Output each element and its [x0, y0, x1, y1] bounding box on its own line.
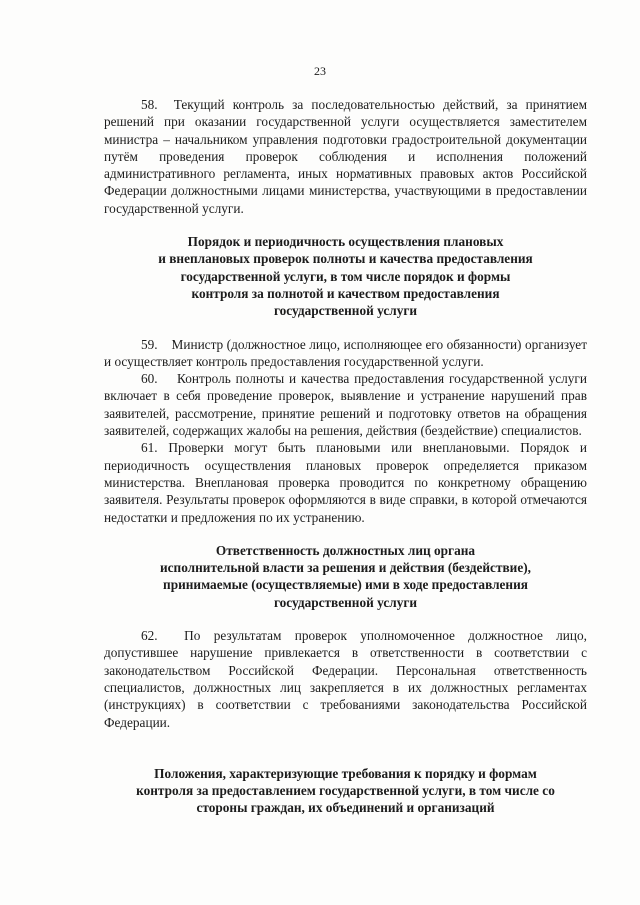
paragraph-text: Контроль полноты и качества предоставления государственной услуги включает в себя проведение проверок, выявление и устранение нарушений прав заявителей, рассмотрение, принятие решений и подготовку ответов на обращения заявителей, содержащих жалобы на решения, действия (бездействие) специалистов.: [104, 371, 588, 439]
heading-line: стороны граждан, их объединений и организаций: [196, 800, 495, 816]
heading-line: исполнительной власти за решения и действия (бездействие),: [159, 560, 531, 576]
heading-line: государственной услуги, в том числе порядок и формы: [180, 268, 511, 284]
paragraph-59: [104, 336, 587, 371]
page-number: 23: [314, 64, 326, 78]
heading-line: Порядок и периодичность осуществления плановых: [187, 234, 504, 250]
paragraph-text: Текущий контроль за последовательностью действий, за принятием решений при оказании государственной услуги осуществляется заместителем министра – начальником управления подготовки градостроительной документации путём проведения проверок соблюдения и исполнения положений административного регламента, иных нормативных правовых актов Российской Федерации должностными лицами министерства, участвующими в предоставлении государственной услуги.: [104, 97, 587, 216]
heading-line: государственной услуги: [273, 303, 418, 319]
section-heading-control-requirements: [104, 765, 587, 817]
heading-line: и внеплановых проверок полноты и качества предоставления: [158, 251, 533, 267]
heading-line: контроля за полнотой и качеством предоставления: [191, 285, 500, 301]
section-heading-responsibility: [104, 542, 587, 611]
heading-line: контроля за предоставлением государственной услуги, в том числе со: [136, 783, 555, 799]
paragraph-62: [104, 627, 587, 731]
paragraph-number: 60.: [141, 371, 158, 387]
heading-line: Ответственность должностных лиц органа: [215, 542, 476, 558]
paragraph-58: [104, 96, 587, 217]
document-body: [104, 96, 587, 817]
heading-line: Положения, характеризующие требования к порядку и формам: [154, 765, 537, 781]
paragraph-number: 61.: [141, 440, 158, 456]
paragraph-60: [104, 370, 587, 439]
section-heading-inspections: [104, 233, 587, 319]
paragraph-text: Проверки могут быть плановыми или внеплановыми. Порядок и периодичность осуществления плановых проверок определяется приказом министерства. Внеплановая проверка проводится по конкретному обращению заявителя. Результаты проверок оформляются в виде справки, в которой отмечаются недостатки и предложения по их устранению.: [104, 440, 588, 525]
paragraph-number: 62.: [141, 628, 158, 644]
paragraph-text: По результатам проверок уполномоченное должностное лицо, допустившее нарушение привлекается в ответственности в соответствии с законодательством Российской Федерации. Персональная ответственность специалистов, должностных лиц закрепляется в их должностных регламентах (инструкциях) в соответствии с требованиями законодательства Российской Федерации.: [104, 628, 587, 730]
heading-line: принимаемые (осуществляемые) ими в ходе предоставления: [163, 577, 528, 593]
paragraph-text: Министр (должностное лицо, исполняющее его обязанности) организует и осуществляет контроль предоставления государственной услуги.: [104, 336, 587, 369]
paragraph-61: [104, 439, 587, 525]
paragraph-number: 58.: [141, 97, 158, 112]
heading-line: государственной услуги: [273, 594, 418, 610]
paragraph-number: 59.: [141, 336, 158, 352]
